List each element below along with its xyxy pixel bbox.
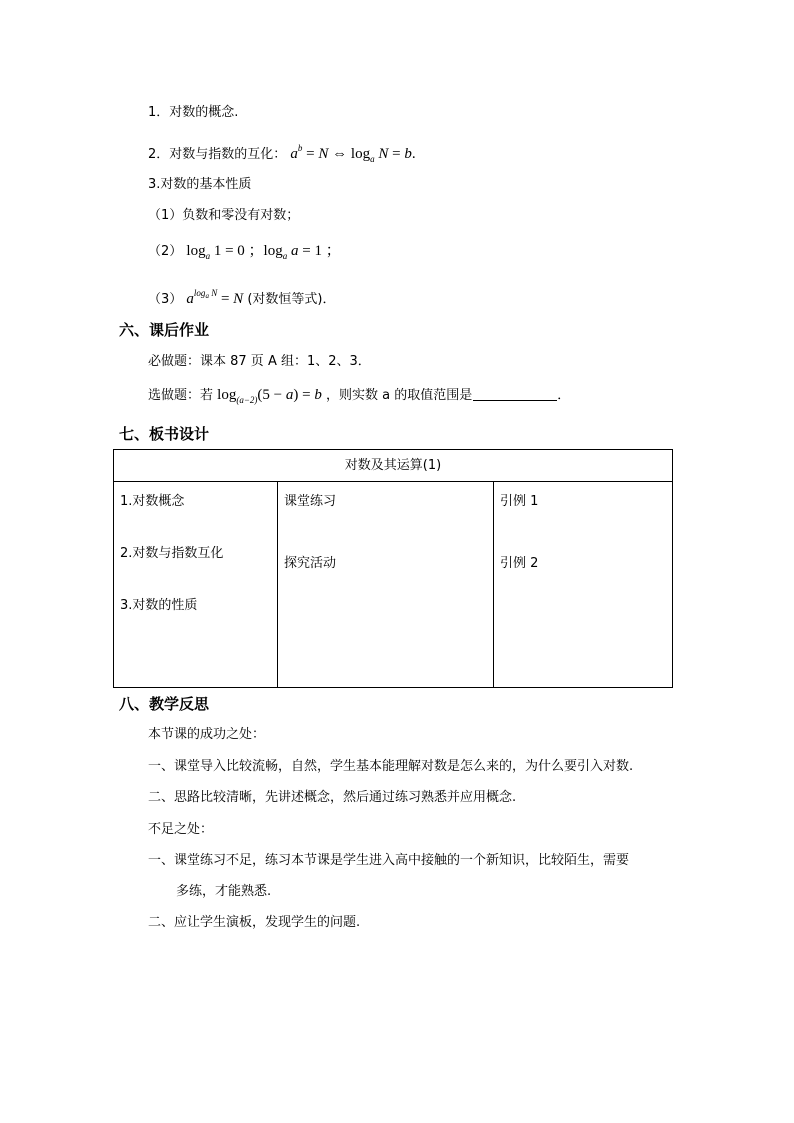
reflection-weak-1-cont: 多练，才能熟悉. <box>176 884 272 899</box>
homework-optional-suffix: ，则实数 a 的取值范围是 <box>325 388 473 403</box>
board-col2-item: 课堂练习 <box>284 494 337 509</box>
board-design-table <box>113 449 673 688</box>
homework-optional-end: ． <box>557 388 571 403</box>
reflection-weak-intro: 不足之处： <box>148 822 214 837</box>
reflection-heading: 八、教学反思 <box>119 695 210 713</box>
board-caption: 对数及其运算(1) <box>114 450 673 482</box>
board-column-1 <box>114 482 278 688</box>
reflection-weak-1: 一、课堂练习不足，练习本节课是学生进入高中接触的一个新知识，比较陌生，需要 <box>148 853 630 868</box>
board-col3-item: 引例 2 <box>500 556 539 571</box>
property-2-label: （2） <box>148 244 183 259</box>
reflection-success-1: 一、课堂导入比较流畅，自然，学生基本能理解对数是怎么来的，为什么要引入对数. <box>148 759 634 774</box>
board-col3-item: 引例 1 <box>500 494 539 509</box>
reflection-success-2: 二、思路比较清晰，先讲述概念，然后通过练习熟悉并应用概念. <box>148 790 517 805</box>
board-col1-item: 1.对数概念 <box>120 494 185 509</box>
board-col2-item: 探究活动 <box>284 556 337 571</box>
log-identity-formula: $a^{log_a N} = N$ <box>186 288 244 307</box>
summary-item-2 <box>148 139 416 168</box>
log-properties-formula: $\log_a 1 = 0$ ；$\log_a a = 1$ ； <box>186 243 341 261</box>
homework-optional <box>148 386 570 409</box>
board-col1-item: 3.对数的性质 <box>120 598 198 613</box>
homework-heading: 六、课后作业 <box>119 321 210 339</box>
property-3 <box>148 284 335 309</box>
homework-optional-prefix: 选做题：若 <box>148 388 214 403</box>
reflection-success-intro: 本节课的成功之处： <box>148 727 266 742</box>
property-1: （1）负数和零没有对数； <box>148 208 300 223</box>
answer-blank <box>473 386 557 401</box>
property-3-note: (对数恒等式)． <box>247 292 336 307</box>
board-design-heading: 七、板书设计 <box>119 425 210 443</box>
board-col1-item: 2.对数与指数互化 <box>120 546 224 561</box>
log-exp-formula: $a^b = N$ ⇔ $\log_a N = b$. <box>290 143 416 164</box>
log-condition-formula: $\log_{(a-2)}(5 - a) = b$ <box>217 387 322 405</box>
summary-item-3: 3.对数的基本性质 <box>148 177 252 192</box>
board-column-2 <box>278 482 494 688</box>
property-3-label: （3） <box>148 292 183 307</box>
board-column-3 <box>494 482 673 688</box>
property-2 <box>148 242 341 265</box>
summary-item-2-label: 2．对数与指数的互化： <box>148 147 287 162</box>
summary-item-1: 1．对数的概念. <box>148 105 239 120</box>
homework-required: 必做题：课本 87 页 A 组：1、2、3． <box>148 354 371 369</box>
reflection-weak-2: 二、应让学生演板，发现学生的问题. <box>148 915 361 930</box>
